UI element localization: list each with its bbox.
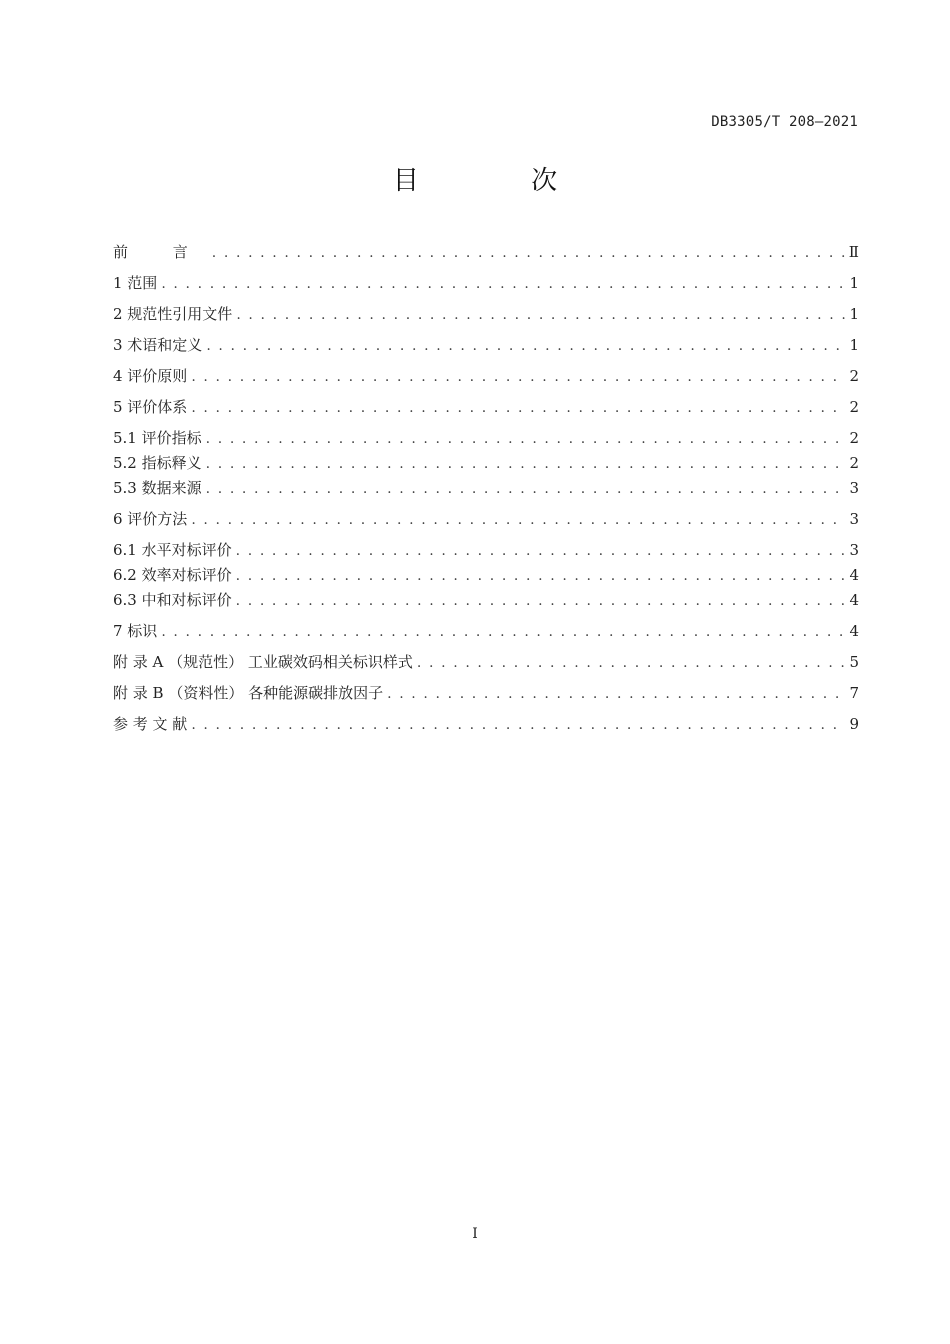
toc-leader-dots: [387, 684, 845, 704]
toc-entry[interactable]: [113, 478, 859, 499]
toc-leader-dots: [191, 510, 845, 530]
toc-leader-dots: [206, 429, 845, 449]
toc-entry-label: 附 录 A （规范性） 工业碳效码相关标识样式: [113, 653, 413, 671]
toc-entry[interactable]: [113, 428, 859, 449]
toc-entry-page: 1: [849, 305, 859, 323]
toc-title: 目 次: [392, 166, 610, 196]
toc-entry-page: 2: [849, 367, 859, 385]
toc-entry-page: 4: [849, 591, 859, 609]
toc-leader-dots: [191, 715, 845, 735]
toc-entry-page: 2: [849, 454, 859, 472]
toc-leader-dots: [161, 274, 845, 294]
toc-entry-label: 参 考 文 献: [113, 715, 188, 733]
toc-entry-label: 4 评价原则: [113, 367, 188, 385]
toc-entry-label: 5.1 评价指标: [113, 429, 202, 447]
toc-leader-dots: [206, 454, 845, 474]
toc-entry-label: 6.1 水平对标评价: [113, 541, 232, 559]
toc-entry-page: Ⅱ: [848, 243, 859, 261]
toc-entry[interactable]: [113, 304, 859, 325]
toc-entry-page: 3: [849, 541, 859, 559]
toc-entry-label: 7 标识: [113, 622, 158, 640]
toc-entry-page: 2: [849, 398, 859, 416]
toc-entry-label: 5 评价体系: [113, 398, 188, 416]
toc-entry[interactable]: [113, 714, 859, 735]
toc-leader-dots: [236, 305, 845, 325]
toc-entry-page: 3: [849, 510, 859, 528]
toc-entry-label: 附 录 B （资料性） 各种能源碳排放因子: [113, 684, 384, 702]
toc-entry-page: 4: [849, 622, 859, 640]
toc-entry[interactable]: [113, 366, 859, 387]
toc-entry-page: 9: [849, 715, 859, 733]
toc-entry-label: 5.3 数据来源: [113, 479, 202, 497]
toc-entry-label: 5.2 指标释义: [113, 454, 202, 472]
toc-entry-label: 6 评价方法: [113, 510, 188, 528]
toc-entry-page: 2: [849, 429, 859, 447]
toc-entry-page: 1: [849, 336, 859, 354]
toc-leader-dots: [191, 367, 845, 387]
toc-entry-page: 7: [849, 684, 859, 702]
toc-entry-page: 4: [849, 566, 859, 584]
footer-page-number: I: [472, 1226, 478, 1242]
toc-entry-label: 6.2 效率对标评价: [113, 566, 232, 584]
toc-entry-label: 6.3 中和对标评价: [113, 591, 232, 609]
toc-leader-dots: [206, 336, 845, 356]
document-code: DB3305/T 208—2021: [711, 114, 858, 130]
toc-leader-dots: [417, 653, 845, 673]
toc-entry[interactable]: [113, 242, 859, 263]
toc-entry[interactable]: [113, 590, 859, 611]
toc-entry[interactable]: [113, 652, 859, 673]
toc-leader-dots: [206, 479, 845, 499]
toc-leader-dots: [212, 243, 845, 263]
toc-leader-dots: [236, 541, 845, 561]
toc-entry-label: 1 范围: [113, 274, 158, 292]
toc-leader-dots: [236, 591, 845, 611]
toc-entry[interactable]: [113, 335, 859, 356]
toc-entry-page: 1: [849, 274, 859, 292]
toc-leader-dots: [236, 566, 845, 586]
toc-entry-page: 5: [849, 653, 859, 671]
toc-entry[interactable]: [113, 683, 859, 704]
toc-entry[interactable]: [113, 540, 859, 561]
toc-entry[interactable]: [113, 621, 859, 642]
toc-entry[interactable]: [113, 453, 859, 474]
toc-leader-dots: [161, 622, 845, 642]
toc-leader-dots: [191, 398, 845, 418]
toc-entry-page: 3: [849, 479, 859, 497]
toc-entry[interactable]: [113, 565, 859, 586]
toc-entry[interactable]: [113, 273, 859, 294]
toc-entry-label: 3 术语和定义: [113, 336, 203, 354]
toc-entry[interactable]: [113, 397, 859, 418]
toc-entry-label: 2 规范性引用文件: [113, 305, 233, 323]
toc-entry-label: 前 言: [113, 243, 208, 261]
toc-entry[interactable]: [113, 509, 859, 530]
